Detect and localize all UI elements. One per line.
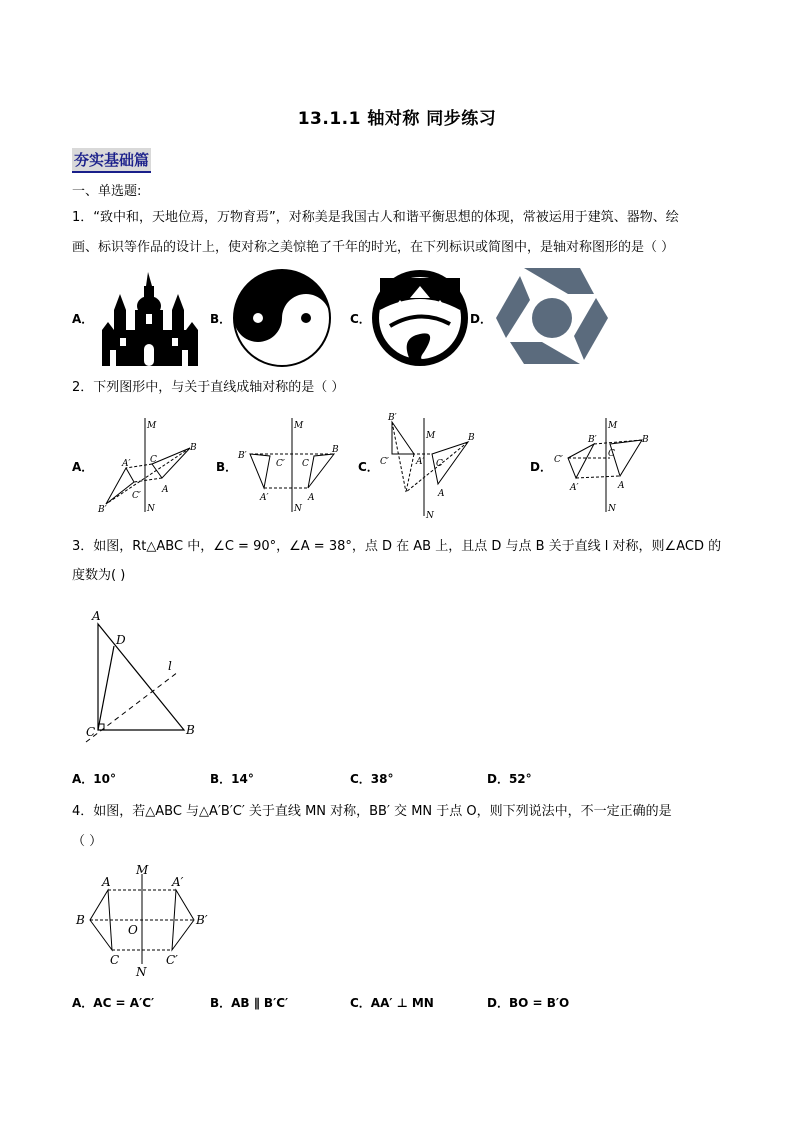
emblem-icon bbox=[370, 268, 470, 368]
section-heading: 夯实基础篇 bbox=[72, 148, 151, 173]
svg-text:C: C bbox=[302, 459, 309, 469]
svg-text:A′: A′ bbox=[260, 493, 269, 503]
svg-text:A′: A′ bbox=[570, 483, 579, 493]
q3-option-a: A．10° bbox=[72, 772, 116, 786]
q2-text: 2．下列图形中，与关于直线成轴对称的是（ ） bbox=[72, 380, 345, 395]
q2-option-c-label: C． bbox=[358, 460, 379, 474]
q4-symmetry-diagram bbox=[72, 860, 222, 980]
q2-figure-a bbox=[90, 416, 200, 516]
svg-text:l: l bbox=[168, 659, 172, 673]
q3-option-b: B．14° bbox=[210, 772, 254, 786]
svg-text:A′: A′ bbox=[416, 457, 425, 467]
svg-text:B′: B′ bbox=[238, 451, 247, 461]
svg-text:B: B bbox=[76, 913, 85, 927]
q2-option-d-label: D． bbox=[530, 460, 552, 474]
q1-option-c-label: C． bbox=[350, 312, 371, 326]
svg-text:C: C bbox=[150, 455, 157, 465]
svg-text:C: C bbox=[86, 725, 96, 739]
svg-text:A: A bbox=[102, 875, 111, 889]
svg-text:B: B bbox=[186, 723, 195, 737]
svg-text:M: M bbox=[136, 863, 149, 877]
q1-option-a-label: A． bbox=[72, 312, 94, 326]
svg-text:B: B bbox=[190, 443, 197, 453]
svg-text:A: A bbox=[308, 493, 315, 503]
svg-text:B′: B′ bbox=[98, 505, 107, 515]
svg-text:M: M bbox=[294, 421, 304, 431]
q4-option-a: A．AC = A′C′ bbox=[72, 996, 155, 1010]
q1-text-line2: 画、标识等作品的设计上，使对称之美惊艳了千年的时光，在下列标识或简图中，是轴对称图形的是（ ） bbox=[72, 240, 675, 255]
q4-text-line1: 4．如图，若△ABC 与△A′B′C′ 关于直线 MN 对称，BB′ 交 MN 于点 O，则下列说法中，不一定正确的是 bbox=[72, 804, 672, 819]
page-title: 13.1.1 轴对称 同步练习 bbox=[297, 109, 497, 129]
svg-text:B: B bbox=[642, 435, 649, 445]
svg-text:A: A bbox=[162, 485, 169, 495]
q3-triangle-diagram bbox=[80, 606, 210, 746]
svg-text:B′: B′ bbox=[388, 413, 397, 423]
svg-text:C′: C′ bbox=[380, 457, 389, 467]
yin-yang-icon bbox=[232, 268, 332, 368]
svg-text:M: M bbox=[147, 421, 157, 431]
q4-text-line2: （ ） bbox=[72, 834, 103, 849]
svg-text:O: O bbox=[128, 923, 138, 937]
svg-text:N: N bbox=[426, 511, 434, 520]
q1-text-line1: 1．“致中和，天地位焉，万物育焉”，对称美是我国古人和谐平衡思想的体现，常被运用于建筑、器物、绘 bbox=[72, 210, 679, 225]
part-heading: 一、单选题: bbox=[72, 184, 142, 199]
q2-figure-b bbox=[232, 416, 342, 516]
svg-text:B: B bbox=[332, 445, 339, 455]
svg-text:N: N bbox=[147, 504, 155, 514]
aperture-icon bbox=[494, 264, 610, 372]
castle-icon bbox=[100, 272, 200, 366]
q2-option-b-label: B． bbox=[216, 460, 238, 474]
svg-text:N: N bbox=[608, 504, 616, 514]
q3-option-d: D．52° bbox=[487, 772, 532, 786]
svg-text:M: M bbox=[426, 431, 436, 441]
q3-text-line2: 度数为( ) bbox=[72, 568, 126, 583]
q4-option-b: B．AB ∥ B′C′ bbox=[210, 996, 289, 1010]
svg-text:C′: C′ bbox=[276, 459, 285, 469]
svg-text:M: M bbox=[608, 421, 618, 431]
q1-option-d-label: D． bbox=[470, 312, 492, 326]
q3-text-line1: 3．如图，Rt△ABC 中，∠C = 90°，∠A = 38°，点 D 在 AB 上，且点 D 与点 B 关于直线 l 对称，则∠ACD 的 bbox=[72, 539, 722, 554]
svg-text:C: C bbox=[608, 449, 615, 459]
svg-text:B: B bbox=[468, 433, 475, 443]
q1-option-b-label: B． bbox=[210, 312, 232, 326]
q4-option-c: C．AA′ ⊥ MN bbox=[350, 996, 434, 1010]
q2-option-a-label: A． bbox=[72, 460, 94, 474]
svg-text:C: C bbox=[110, 953, 120, 967]
q3-option-c: C．38° bbox=[350, 772, 394, 786]
svg-text:A′: A′ bbox=[122, 459, 131, 469]
svg-text:A: A bbox=[92, 609, 101, 623]
svg-text:A: A bbox=[618, 481, 625, 491]
svg-text:D: D bbox=[116, 633, 126, 647]
svg-text:C′: C′ bbox=[166, 953, 178, 967]
svg-text:A: A bbox=[438, 489, 445, 499]
q2-figure-c bbox=[376, 408, 486, 520]
svg-text:N: N bbox=[136, 965, 147, 979]
svg-text:C′: C′ bbox=[554, 455, 563, 465]
svg-text:A′: A′ bbox=[172, 875, 184, 889]
q4-option-d: D．BO = B′O bbox=[487, 996, 570, 1010]
svg-text:B′: B′ bbox=[588, 435, 597, 445]
svg-text:N: N bbox=[294, 504, 302, 514]
svg-text:B′: B′ bbox=[196, 913, 208, 927]
svg-text:C′: C′ bbox=[132, 491, 141, 501]
q2-figure-d bbox=[548, 416, 658, 516]
svg-text:C: C bbox=[436, 459, 443, 469]
